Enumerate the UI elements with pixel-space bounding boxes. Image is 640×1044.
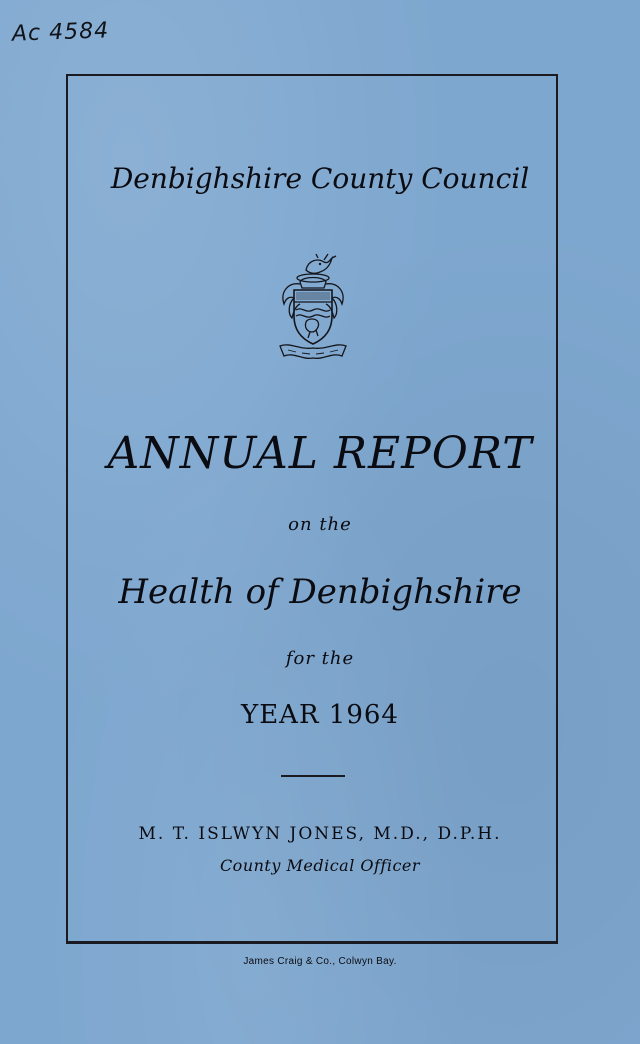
handwritten-accession-number: Ac 4584 — [11, 18, 110, 47]
officer-name: M. T. ISLWYN JONES, M.D., D.P.H. — [138, 824, 502, 844]
connector-on-the: on the — [288, 514, 352, 535]
officer-title: County Medical Officer — [219, 856, 421, 875]
report-title: ANNUAL REPORT — [107, 428, 533, 479]
report-year: YEAR 1964 — [241, 700, 399, 730]
coat-of-arms-icon — [270, 252, 356, 364]
divider-rule — [281, 775, 345, 777]
council-name: Denbighshire County Council — [110, 162, 530, 195]
report-subject: Health of Denbighshire — [118, 572, 522, 612]
connector-for-the: for the — [285, 648, 355, 669]
cover-border-frame — [66, 74, 558, 944]
printer-imprint: James Craig & Co., Colwyn Bay. — [243, 956, 397, 967]
